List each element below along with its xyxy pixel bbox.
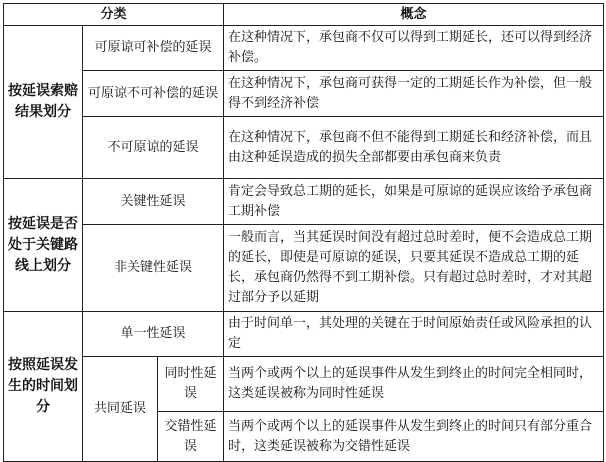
delay-type-cell: 非关键性延误 — [83, 225, 224, 312]
table-header-row — [4, 4, 604, 26]
category-cell: 按照延误发生的时间划分 — [4, 312, 83, 462]
delay-type-cell: 单一性延误 — [83, 312, 224, 357]
concept-cell: 在这种情况下，承包商不但不能得到工期延长和经济补偿，而且由这种延误造成的损失全部都要由承包商来负责 — [224, 117, 604, 179]
table-row — [4, 117, 604, 179]
delay-type-cell: 可原谅可补偿的延误 — [83, 26, 224, 71]
concept-cell: 一般而言，当其延误时间没有超过总时差时，便不会造成总工期的延长，即使是可原谅的延误，只要其延误不造成总工期的延长，承包商仍然得不到工期补偿。只有超过总时差时，才对其超过部分予以延期 — [224, 225, 604, 312]
delay-classification-table — [3, 3, 604, 462]
table-row — [4, 225, 604, 312]
concept-cell: 在这种情况下，承包商不仅可以得到工期延长，还可以得到经济补偿。 — [224, 26, 604, 71]
delay-type-cell: 共同延误 — [83, 357, 158, 462]
category-cell: 按延误索赔结果划分 — [4, 26, 83, 179]
concept-cell: 当两个或两个以上的延误事件从发生到终止的时间完全相同时，这类延误被称为同时性延误 — [224, 357, 604, 412]
delay-type-cell: 可原谅不可补偿的延误 — [83, 71, 224, 117]
header-concept: 概念 — [224, 4, 604, 26]
table-row — [4, 312, 604, 357]
sub-type-cell: 交错性延误 — [158, 412, 224, 462]
concept-cell: 肯定会导致总工期的延长，如果是可原谅的延误应该给予承包商工期补偿 — [224, 179, 604, 225]
concept-cell: 在这种情况下，承包商可获得一定的工期延长作为补偿，但一般得不到经济补偿 — [224, 71, 604, 117]
category-cell: 按延误是否处于关键路线上划分 — [4, 179, 83, 312]
sub-type-cell: 同时性延误 — [158, 357, 224, 412]
table-row — [4, 179, 604, 225]
delay-type-cell: 不可原谅的延误 — [83, 117, 224, 179]
table-row — [4, 357, 604, 412]
concept-cell: 当两个或两个以上的延误事件从发生到终止的时间只有部分重合时，这类延误被称为交错性延误 — [224, 412, 604, 462]
header-classification: 分类 — [4, 4, 224, 26]
delay-type-cell: 关键性延误 — [83, 179, 224, 225]
concept-cell: 由于时间单一，其处理的关键在于时间原始责任或风险承担的认定 — [224, 312, 604, 357]
table-row — [4, 26, 604, 71]
table-row — [4, 71, 604, 117]
